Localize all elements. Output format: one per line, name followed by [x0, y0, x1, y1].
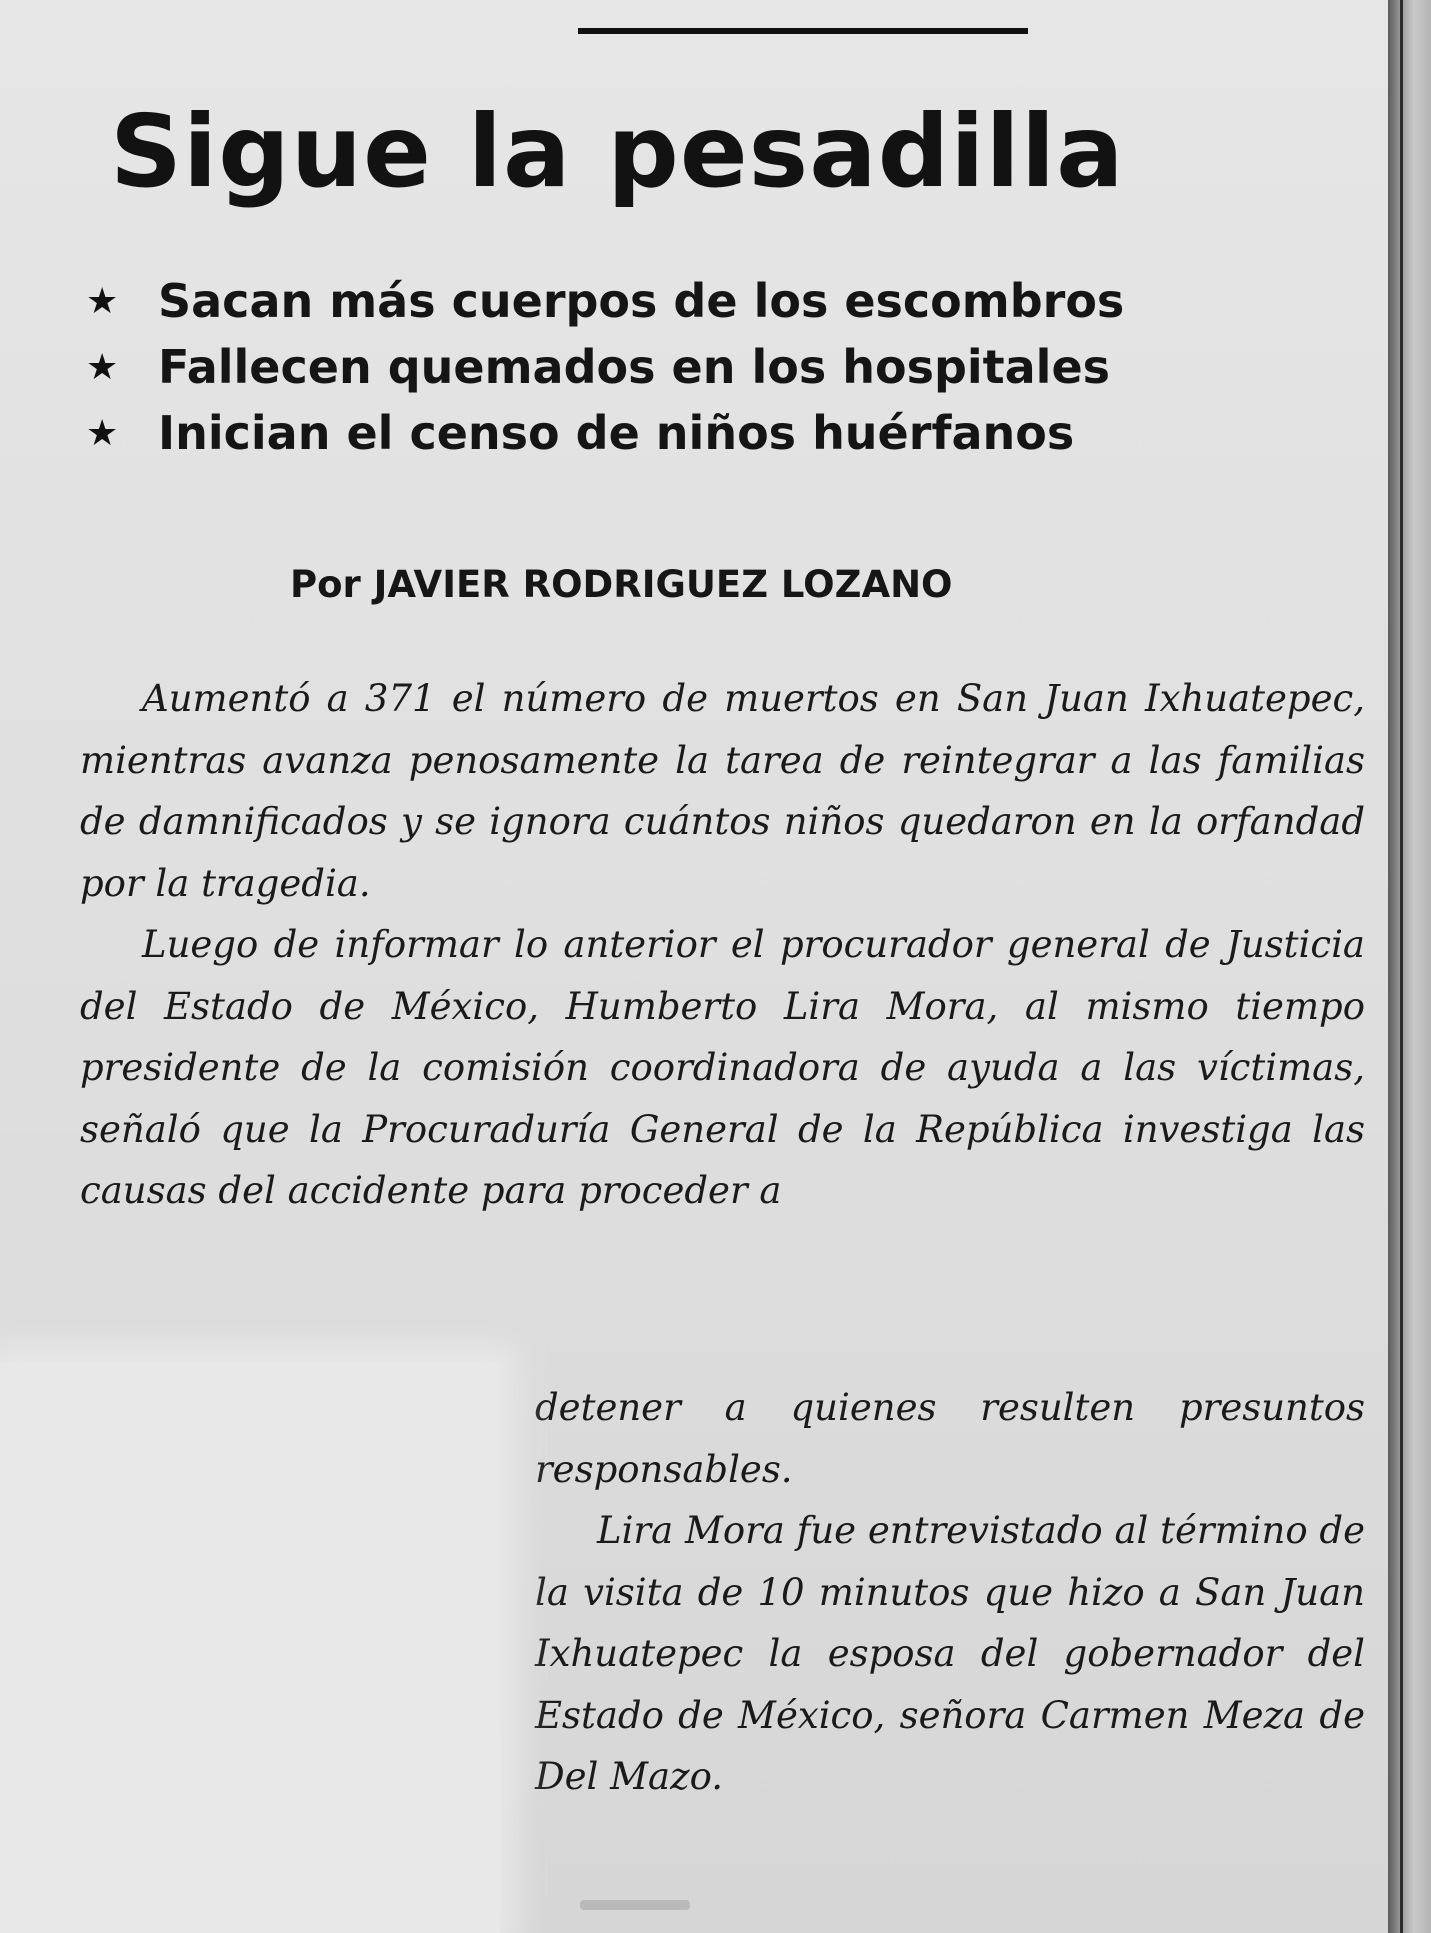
star-icon: ★	[86, 412, 119, 454]
blank-photo-area	[0, 1362, 500, 1933]
paragraph: Lira Mora fue entrevistado al término de la visita de 10 minutos que hizo a San Juan Ixhuatepec la esposa del gobernador del Estado de México, señora Carmen Meza de Del Mazo.	[535, 1509, 1365, 1798]
paragraph-continuation: detener a quienes resulten presuntos responsables.	[535, 1386, 1365, 1491]
byline: Por JAVIER RODRIGUEZ LOZANO	[290, 563, 953, 606]
top-rule	[578, 28, 1028, 34]
subhead-text: Sacan más cuerpos de los escombros	[158, 274, 1125, 328]
paragraph: Aumentó a 371 el número de muertos en San Juan Ixhuatepec, mientras avanza penosamente la tarea de reintegrar a las familias de damnificados y se ignora cuántos niños quedaron en la orfandad por la tragedia.	[80, 677, 1365, 905]
subhead-item	[86, 334, 1386, 400]
subheads-list	[86, 268, 1386, 466]
subhead-item	[86, 400, 1386, 466]
page-edge-shadow	[1388, 0, 1431, 1933]
subhead-item	[86, 268, 1386, 334]
headline: Sigue la pesadilla	[110, 93, 1125, 210]
article-body-narrow-column	[535, 1377, 1365, 1808]
subhead-text: Inician el censo de niños huérfanos	[158, 406, 1075, 460]
subhead-text: Fallecen quemados en los hospitales	[158, 340, 1111, 394]
cut-text-fragment	[580, 1900, 690, 1910]
article-body	[80, 668, 1365, 1222]
star-icon: ★	[86, 346, 119, 388]
paragraph: Luego de informar lo anterior el procurador general de Justicia del Estado de México, Humberto Lira Mora, al mismo tiempo presidente de la comisión coordinadora de ayuda a las víctimas, señaló que la Procuraduría General de la República investiga las causas del accidente para proceder a	[80, 923, 1365, 1212]
star-icon: ★	[86, 280, 119, 322]
